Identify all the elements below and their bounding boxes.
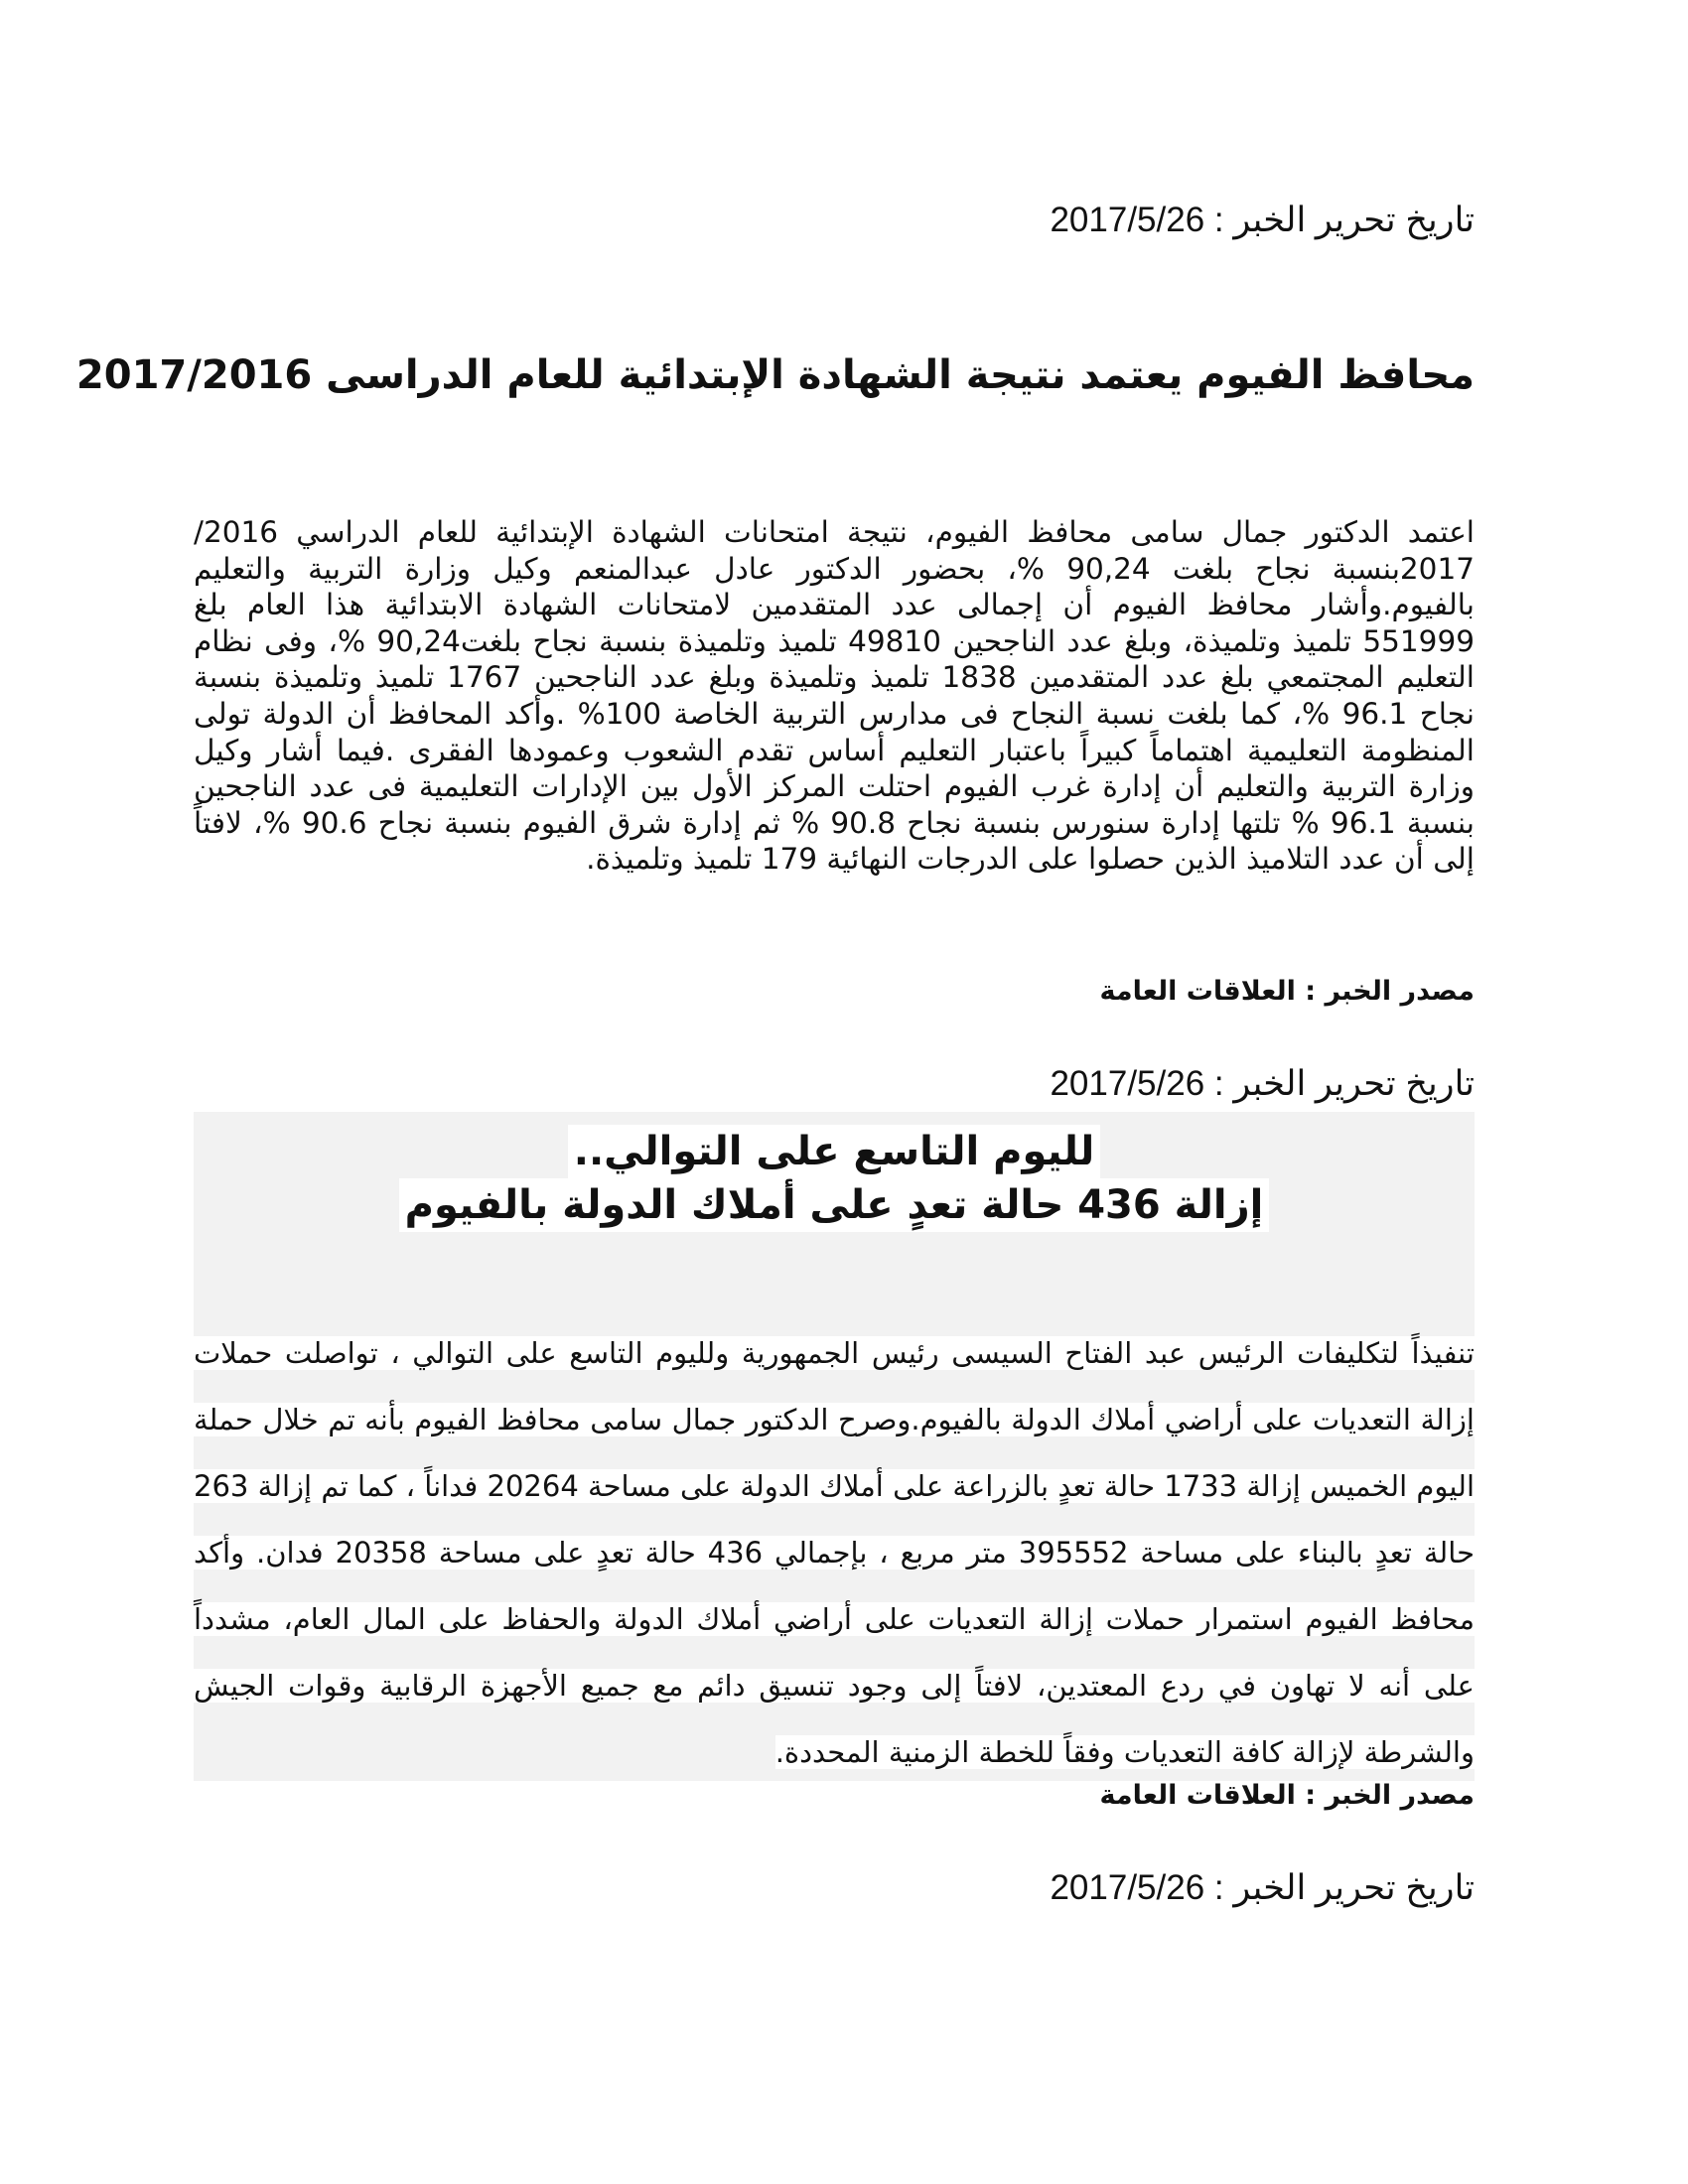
article2-title-line1: لليوم التاسع على التوالي.. <box>568 1125 1100 1178</box>
article1-source: مصدر الخبر : العلاقات العامة <box>1099 976 1475 1007</box>
article1-body: اعتمد الدكتور جمال سامى محافظ الفيوم، نتيجة امتحانات الشهادة الإبتدائية للعام الدراسي 2016/ 2017بنسبة نجاح بلغت 90,24 %، بحضور الدكتور عادل عبدالمنعم وكيل وزارة التربية والتعليم بالفيوم.وأشار محافظ الفيوم أن إجمالى عدد المتقدمين لامتحانات الشهادة الابتدائية هذا العام بلغ 551999 تلميذ وتلميذة، وبلغ عدد الناجحين 49810 تلميذ وتلميذة بنسبة نجاح بلغت90,24 %، وفى نظام التعليم المجتمعي بلغ عدد المتقدمين 1838 تلميذ وتلميذة وبلغ عدد الناجحين 1767 تلميذ وتلميذة بنسبة نجاح 96.1 %، كما بلغت نسبة النجاح فى مدارس التربية الخاصة 100% .وأكد المحافظ أن الدولة تولى المنظومة التعليمية اهتماماً كبيراً باعتبار التعليم أساس تقدم الشعوب وعمودها الفقرى .فيما أشار وكيل وزارة التربية والتعليم أن إدارة غرب الفيوم احتلت المركز الأول بين الإدارات التعليمية فى عدد الناجحين بنسبة 96.1 % تلتها إدارة سنورس بنسبة نجاح 90.8 % ثم إدارة شرق الفيوم بنسبة نجاح 90.6 %، لافتاً إلى أن عدد التلاميذ الذين حصلوا على الدرجات النهائية 179 تلميذ وتلميذة. <box>194 515 1475 877</box>
article2-source: مصدر الخبر : العلاقات العامة <box>1099 1780 1475 1811</box>
article1-title: محافظ الفيوم يعتمد نتيجة الشهادة الإبتدائية للعام الدراسى 2017/2016 <box>75 352 1475 398</box>
article2-body <box>194 1320 1475 1786</box>
article2-title-line2: إزالة 436 حالة تعدٍ على أملاك الدولة بالفيوم <box>399 1178 1270 1232</box>
article2-date: تاريخ تحرير الخبر : 2017/5/26 <box>1050 1064 1475 1103</box>
article1-date: تاريخ تحرير الخبر : 2017/5/26 <box>1050 201 1475 239</box>
article2-title <box>194 1125 1475 1232</box>
article2-body-text: تنفيذاً لتكليفات الرئيس عبد الفتاح السيسى رئيس الجمهورية ولليوم التاسع على التوالي ، تواصلت حملات إزالة التعديات على أراضي أملاك الدولة بالفيوم.وصرح الدكتور جمال سامى محافظ الفيوم بأنه تم خلال حملة اليوم الخميس إزالة 1733 حالة تعدٍ بالزراعة على أملاك الدولة على مساحة 20264 فداناً ، كما تم إزالة 263 حالة تعدٍ بالبناء على مساحة 395552 متر مربع ، بإجمالي 436 حالة تعدٍ على مساحة 20358 فدان. وأكد محافظ الفيوم استمرار حملات إزالة التعديات على أراضي أملاك الدولة والحفاظ على المال العام، مشدداً على أنه لا تهاون في ردع المعتدين، لافتاً إلى وجود تنسيق دائم مع جميع الأجهزة الرقابية وقوات الجيش والشرطة لإزالة كافة التعديات وفقاً للخطة الزمنية المحددة. <box>194 1336 1475 1769</box>
article3-date: تاريخ تحرير الخبر : 2017/5/26 <box>1050 1868 1475 1907</box>
